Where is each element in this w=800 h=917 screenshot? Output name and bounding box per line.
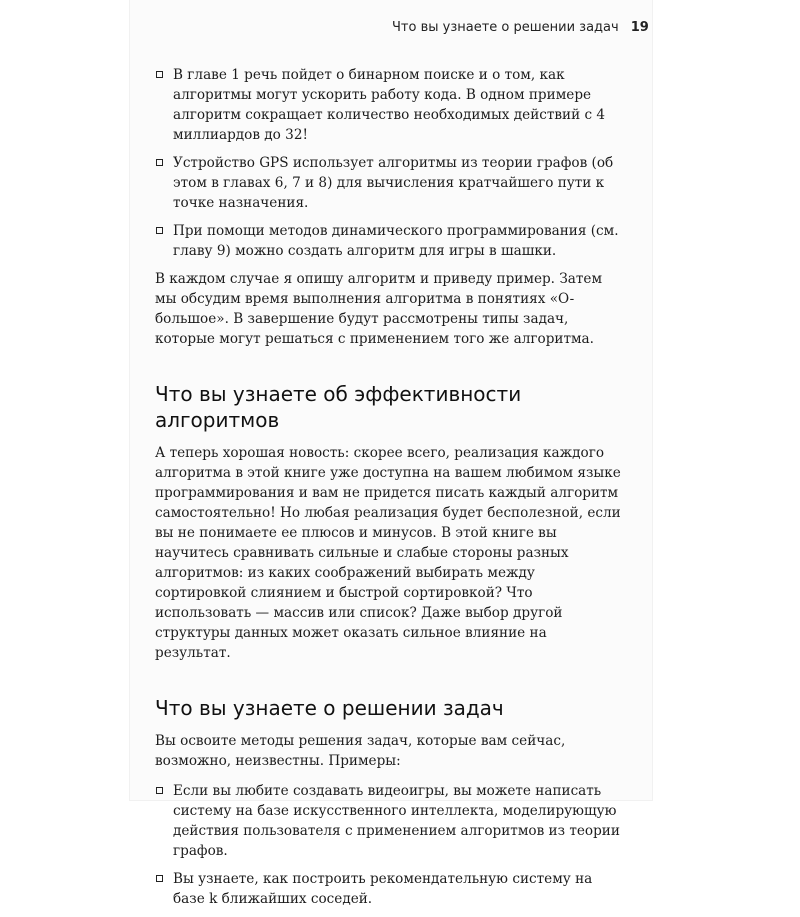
checkbox-bullet-icon	[156, 875, 163, 882]
list-item	[155, 869, 623, 909]
section-heading-performance: Что вы узнаете об эффективности алгоритмов	[155, 382, 522, 432]
intro-paragraph: В каждом случае я опишу алгоритм и приведу пример. Затем мы обсудим время выполнения алгоритма в понятиях «O-большое». В завершение будут рассмотрены типы задач, которые могут решаться с применением того же алгоритма.	[155, 271, 603, 347]
checkbox-bullet-icon	[156, 71, 163, 78]
list-item-text: При помощи методов динамического программирования (см. главу 9) можно создать алгоритм для игры в шашки.	[173, 223, 619, 259]
list-item-text: Устройство GPS использует алгоритмы из теории графов (об этом в главах 6, 7 и 8) для вычисления кратчайшего пути к точке назначения.	[173, 155, 614, 211]
list-item	[155, 153, 623, 213]
checkbox-bullet-icon	[156, 159, 163, 166]
book-page	[130, 0, 652, 907]
list-item	[155, 781, 623, 861]
problems-paragraph: Вы освоите методы решения задач, которые вам сейчас, возможно, неизвестны. Примеры:	[155, 733, 566, 769]
list-item-text: В главе 1 речь пойдет о бинарном поиске и о том, как алгоритмы могут ускорить работу кода. В одном примере алгоритм сокращает количество необходимых действий с 4 миллиардов до 32!	[173, 67, 606, 143]
checkbox-bullet-icon	[156, 787, 163, 794]
page-content	[155, 65, 623, 917]
page-number: 19	[630, 20, 649, 35]
list-item	[155, 65, 623, 145]
section-heading-problems: Что вы узнаете о решении задач	[155, 696, 504, 720]
intro-bullet-list	[155, 65, 623, 261]
list-item-text: Если вы любите создавать видеоигры, вы можете написать систему на базе искусственного интеллекта, моделирующую действия пользователя с применением алгоритмов из теории графов.	[173, 783, 620, 859]
performance-paragraph: А теперь хорошая новость: скорее всего, реализация каждого алгоритма в этой книге уже доступна на вашем любимом языке программирования и вам не придется писать каждый алгоритм самостоятельно! Но любая реализация будет бесполезной, если вы не понимаете ее плюсов и минусов. В этой книге вы научитесь сравнивать сильные и слабые стороны разных алгоритмов: из каких соображений выбирать между сортировкой слиянием и быстрой сортировкой? Что использовать — массив или список? Даже выбор другой структуры данных может оказать сильное влияние на результат.	[155, 445, 621, 661]
running-header	[392, 20, 649, 40]
problems-bullet-list	[155, 781, 623, 909]
checkbox-bullet-icon	[156, 227, 163, 234]
list-item	[155, 221, 623, 261]
running-title: Что вы узнаете о решении задач	[392, 20, 619, 35]
list-item-text: Вы узнаете, как построить рекомендательную систему на базе k ближайших соседей.	[173, 871, 593, 907]
